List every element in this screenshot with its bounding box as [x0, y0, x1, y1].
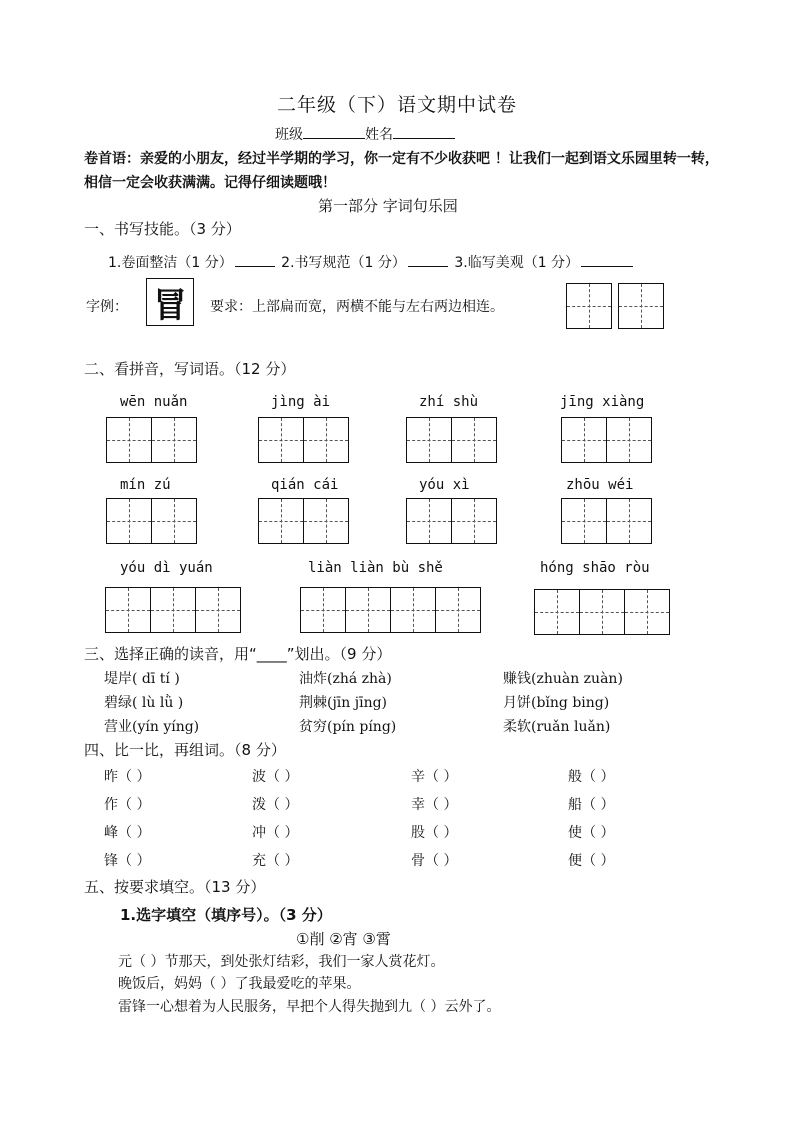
- word-group-item[interactable]: 股（ ）: [411, 825, 458, 841]
- grid-cell[interactable]: [451, 498, 497, 544]
- q4-title: 四、比一比，再组词。（8 分）: [84, 741, 286, 759]
- word-group-item[interactable]: 幸（ ）: [411, 797, 458, 813]
- q5-sub1-title: 1.选字填空（填序号）。（3 分）: [120, 906, 332, 924]
- q1-title: 一、书写技能。（3 分）: [84, 220, 241, 238]
- answer-grid[interactable]: [561, 417, 652, 463]
- grid-cell[interactable]: [300, 587, 346, 633]
- answer-grid[interactable]: [406, 417, 497, 463]
- word-group-item[interactable]: 冲（ ）: [252, 825, 299, 841]
- word-group-item[interactable]: 般（ ）: [568, 769, 615, 785]
- char-options: ①削 ②宵 ③霄: [296, 930, 391, 948]
- word-group-item[interactable]: 使（ ）: [568, 825, 615, 841]
- answer-grid[interactable]: [258, 417, 349, 463]
- pinyin-label: qián cái: [271, 477, 339, 493]
- grid-cell[interactable]: [390, 587, 436, 633]
- grid-cell[interactable]: [561, 498, 607, 544]
- pinyin-label: mín zú: [120, 477, 171, 493]
- word-group-item[interactable]: 峰（ ）: [104, 825, 151, 841]
- pinyin-label: hóng shāo ròu: [540, 560, 650, 576]
- grid-cell[interactable]: [150, 587, 196, 633]
- grid-cell[interactable]: [151, 498, 197, 544]
- pronunciation-item[interactable]: 营业(yín yíng): [104, 719, 200, 735]
- pinyin-label: yóu xì: [419, 477, 470, 493]
- word-group-item[interactable]: 辛（ ）: [411, 769, 458, 785]
- intro-text: 卷首语：亲爱的小朋友，经过半学期的学习，你一定有不少收获吧 ！让我们一起到语文乐园里转一转，相信一定会收获满满。记得仔细读题哦！: [84, 151, 719, 191]
- requirement-text: 要求：上部扁而宽，两横不能与左右两边相连。: [210, 299, 504, 315]
- word-group-item[interactable]: 作（ ）: [104, 797, 151, 813]
- pinyin-label: liàn liàn bù shě: [308, 560, 443, 576]
- pinyin-label: jìng ài: [271, 394, 331, 410]
- q1-blank1: [235, 252, 275, 267]
- grid-cell[interactable]: [303, 498, 349, 544]
- pronunciation-item[interactable]: 贫穷(pín píng): [299, 719, 397, 735]
- q3-title: 三、选择正确的读音，用“____”划出。（9 分）: [84, 645, 392, 663]
- class-name-line: [275, 124, 455, 144]
- pronunciation-item[interactable]: 油炸(zhá zhà): [299, 671, 392, 687]
- answer-grid[interactable]: [300, 587, 481, 633]
- word-group-item[interactable]: 锋（ ）: [104, 853, 151, 869]
- q1-blank3: [581, 252, 633, 267]
- grid-cell[interactable]: [566, 283, 612, 329]
- word-group-item[interactable]: 充（ ）: [252, 853, 299, 869]
- fill-sentence[interactable]: 雷锋一心想着为人民服务，早把个人得失抛到九（ ）云外了。: [118, 999, 501, 1015]
- grid-cell[interactable]: [106, 417, 152, 463]
- grid-cell[interactable]: [258, 498, 304, 544]
- grid-cell[interactable]: [561, 417, 607, 463]
- fill-sentence[interactable]: 晚饭后，妈妈（ ）了我最爱吃的苹果。: [118, 976, 361, 992]
- answer-grid[interactable]: [106, 417, 197, 463]
- grid-cell[interactable]: [105, 587, 151, 633]
- q1-item3: 3.临写美观（1 分）: [454, 255, 580, 271]
- grid-cell[interactable]: [624, 589, 670, 635]
- answer-grid[interactable]: [406, 498, 497, 544]
- grid-cell[interactable]: [606, 498, 652, 544]
- pronunciation-item[interactable]: 碧绿( lù lǜ ): [104, 695, 184, 711]
- pronunciation-item[interactable]: 荆棘(jīn jīng): [299, 695, 388, 711]
- fill-sentence[interactable]: 元（ ）节那天，到处张灯结彩，我们一家人赏花灯。: [118, 954, 445, 970]
- grid-cell[interactable]: [451, 417, 497, 463]
- q2-title: 二、看拼音，写词语。（12 分）: [84, 360, 296, 378]
- answer-grid[interactable]: [105, 587, 241, 633]
- page-title: 二年级（下）语文期中试卷: [276, 94, 517, 116]
- sample-char-box: [146, 278, 194, 326]
- pinyin-label: zhí shù: [419, 394, 479, 410]
- class-label: 班级: [275, 127, 303, 143]
- word-group-item[interactable]: 泼（ ）: [252, 797, 299, 813]
- answer-grid[interactable]: [258, 498, 349, 544]
- grid-cell[interactable]: [618, 283, 664, 329]
- grid-cell[interactable]: [258, 417, 304, 463]
- pronunciation-item[interactable]: 赚钱(zhuàn zuàn): [503, 671, 623, 687]
- grid-cell[interactable]: [345, 587, 391, 633]
- word-group-item[interactable]: 船（ ）: [568, 797, 615, 813]
- grid-cell[interactable]: [406, 498, 452, 544]
- pronunciation-item[interactable]: 月饼(bǐng bing): [503, 695, 610, 711]
- q1-item1: 1.卷面整洁（1 分）: [108, 255, 233, 271]
- answer-grid[interactable]: [106, 498, 197, 544]
- grid-cell[interactable]: [579, 589, 625, 635]
- pronunciation-item[interactable]: 堤岸( dī tí ): [104, 671, 180, 687]
- answer-grid[interactable]: [561, 498, 652, 544]
- pinyin-label: yóu dì yuán: [120, 560, 213, 576]
- answer-grid[interactable]: [534, 589, 670, 635]
- grid-cell[interactable]: [606, 417, 652, 463]
- grid-cell[interactable]: [435, 587, 481, 633]
- grid-cell[interactable]: [195, 587, 241, 633]
- q1-blank2: [408, 252, 448, 267]
- grid-cell[interactable]: [406, 417, 452, 463]
- word-group-item[interactable]: 骨（ ）: [411, 853, 458, 869]
- q1-items: [108, 252, 635, 272]
- grid-cell[interactable]: [151, 417, 197, 463]
- grid-cell[interactable]: [303, 417, 349, 463]
- sample-label: 字例：: [86, 299, 128, 315]
- q1-item2: 2.书写规范（1 分）: [281, 255, 406, 271]
- part1-title: 第一部分 字词句乐园: [318, 197, 458, 215]
- word-group-item[interactable]: 昨（ ）: [104, 769, 151, 785]
- word-group-item[interactable]: 便（ ）: [568, 853, 615, 869]
- name-blank: [393, 124, 455, 139]
- pinyin-label: zhōu wéi: [566, 477, 634, 493]
- pinyin-label: jīng xiàng: [560, 394, 645, 410]
- word-group-item[interactable]: 波（ ）: [252, 769, 299, 785]
- grid-cell[interactable]: [534, 589, 580, 635]
- grid-cell[interactable]: [106, 498, 152, 544]
- name-label: 姓名: [365, 127, 393, 143]
- pronunciation-item[interactable]: 柔软(ruǎn luǎn): [503, 719, 611, 735]
- practice-grid[interactable]: [566, 283, 612, 329]
- q5-title: 五、按要求填空。（13 分）: [84, 878, 266, 896]
- practice-grid[interactable]: [618, 283, 664, 329]
- pinyin-label: wēn nuǎn: [120, 394, 188, 410]
- class-blank: [303, 124, 365, 139]
- sample-char: 冒: [153, 285, 187, 326]
